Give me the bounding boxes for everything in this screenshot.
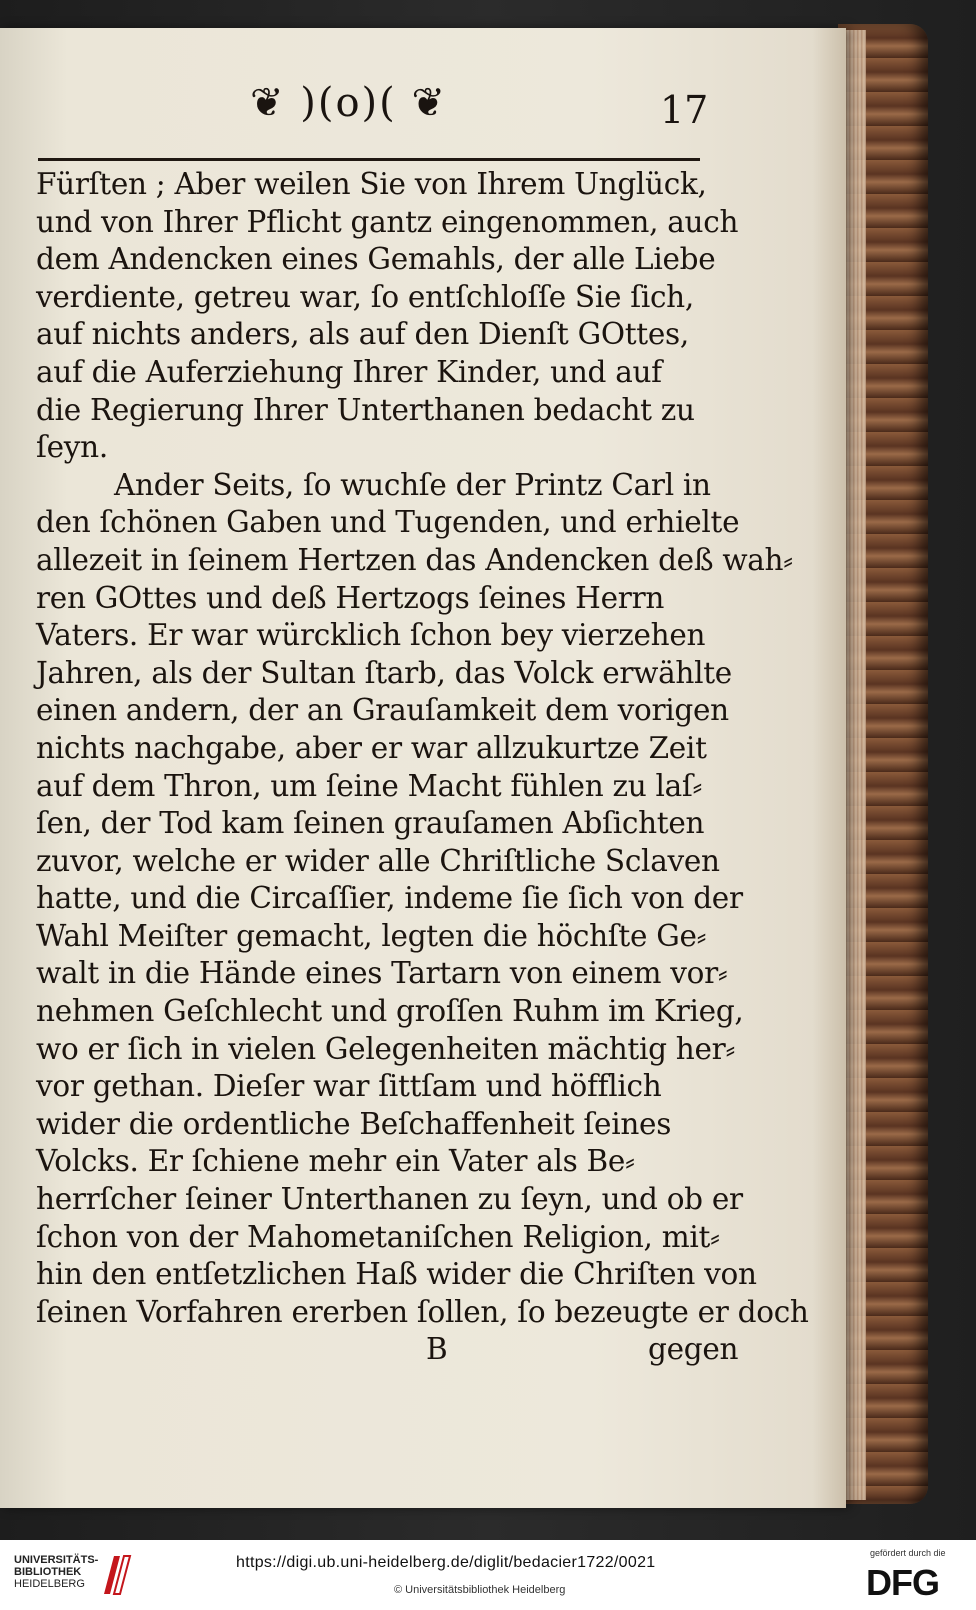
- copyright-notice: © Universitätsbibliothek Heidelberg: [394, 1584, 566, 1596]
- text-line: Jahren, als der Sultan ſtarb, das Volck erwählte: [36, 655, 732, 690]
- text-line: einen andern, der an Grauſamkeit dem vorigen: [36, 693, 729, 728]
- text-line: die Regierung Ihrer Unterthanen bedacht zu: [36, 392, 695, 427]
- text-line: wo er ſich in vielen Gelegenheiten mächtig her⸗: [36, 1031, 735, 1066]
- catchword-row: [36, 1331, 739, 1371]
- text-line: nehmen Geſchlecht und groſſen Ruhm im Krieg,: [36, 994, 744, 1029]
- text-line: auf die Auferziehung Ihrer Kinder, und auf: [36, 354, 662, 389]
- text-line: hatte, und die Circaſſier, indeme ſie ſich von der: [36, 881, 743, 916]
- text-line: Volcks. Er ſchiene mehr ein Vater als Be⸗: [36, 1144, 635, 1179]
- catchword: gegen: [648, 1332, 739, 1367]
- signature-mark: B: [426, 1332, 448, 1367]
- text-line: herrſcher ſeiner Unterthanen zu ſeyn, und ob er: [36, 1182, 743, 1217]
- page-number: 17: [660, 88, 709, 132]
- library-name-line2: BIBLIOTHEK: [14, 1566, 82, 1578]
- text-line: nichts nachgabe, aber er war allzukurtze Zeit: [36, 730, 707, 765]
- text-line: auf nichts anders, als auf den Dienſt GOttes,: [36, 317, 689, 352]
- text-line: Vaters. Er war würcklich ſchon bey vierzehen: [36, 618, 706, 653]
- library-name-line1: UNIVERSITÄTS-: [14, 1554, 99, 1566]
- header-rule: [38, 158, 700, 161]
- text-line: verdiente, getreu war, ſo entſchloſſe Sie ſich,: [36, 279, 694, 314]
- permalink-url[interactable]: https://digi.ub.uni-heidelberg.de/diglit/bedacier1722/0021: [236, 1554, 656, 1571]
- funding-note: gefördert durch die: [870, 1548, 946, 1558]
- text-line: vor gethan. Dieſer war ſittſam und höfflich: [36, 1069, 662, 1104]
- text-line: wider die ordentliche Beſchaffenheit ſeines: [36, 1106, 672, 1141]
- book-page: [0, 28, 846, 1508]
- page-header: [250, 80, 710, 140]
- library-logo-icon[interactable]: [100, 1550, 134, 1598]
- text-line: und von Ihrer Pflicht gantz eingenommen, auch: [36, 204, 739, 239]
- text-line: den ſchönen Gaben und Tugenden, und erhielte: [36, 505, 740, 540]
- text-line: walt in die Hände eines Tartarn von einem vor⸗: [36, 956, 728, 991]
- text-line: zuvor, welche er wider alle Chriſtliche Sclaven: [36, 843, 720, 878]
- text-line: Ander Seits, ſo wuchſe der Printz Carl in: [114, 467, 711, 502]
- text-line: allezeit in ſeinem Hertzen das Andencken deß wah⸗: [36, 542, 793, 577]
- text-line: auf dem Thron, um ſeine Macht fühlen zu laſ⸗: [36, 768, 703, 803]
- text-line: ren GOttes und deß Hertzogs ſeines Herrn: [36, 580, 665, 615]
- header-ornament: ❦ )(o)( ❦: [250, 80, 447, 126]
- text-line: ſeyn.: [36, 430, 108, 465]
- text-line: ſeinen Vorfahren ererben ſollen, ſo bezeugte er doch: [36, 1294, 809, 1329]
- viewer-footer: [0, 1540, 976, 1610]
- dfg-logo[interactable]: DFG: [866, 1562, 939, 1603]
- text-line: Fürſten ; Aber weilen Sie von Ihrem Unglück,: [36, 167, 707, 201]
- text-line: Wahl Meiſter gemacht, legten die höchſte Ge⸗: [36, 918, 707, 953]
- text-line: ſchon von der Mahometaniſchen Religion, mit⸗: [36, 1219, 720, 1254]
- library-name-line3: HEIDELBERG: [14, 1578, 85, 1590]
- page-text: [36, 166, 809, 1371]
- text-line: hin den entſetzlichen Haß wider die Chriſten von: [36, 1257, 757, 1292]
- text-line: dem Andencken eines Gemahls, der alle Liebe: [36, 242, 716, 277]
- library-logo-text[interactable]: [14, 1554, 98, 1590]
- text-line: ſen, der Tod kam ſeinen grauſamen Abſichten: [36, 806, 705, 841]
